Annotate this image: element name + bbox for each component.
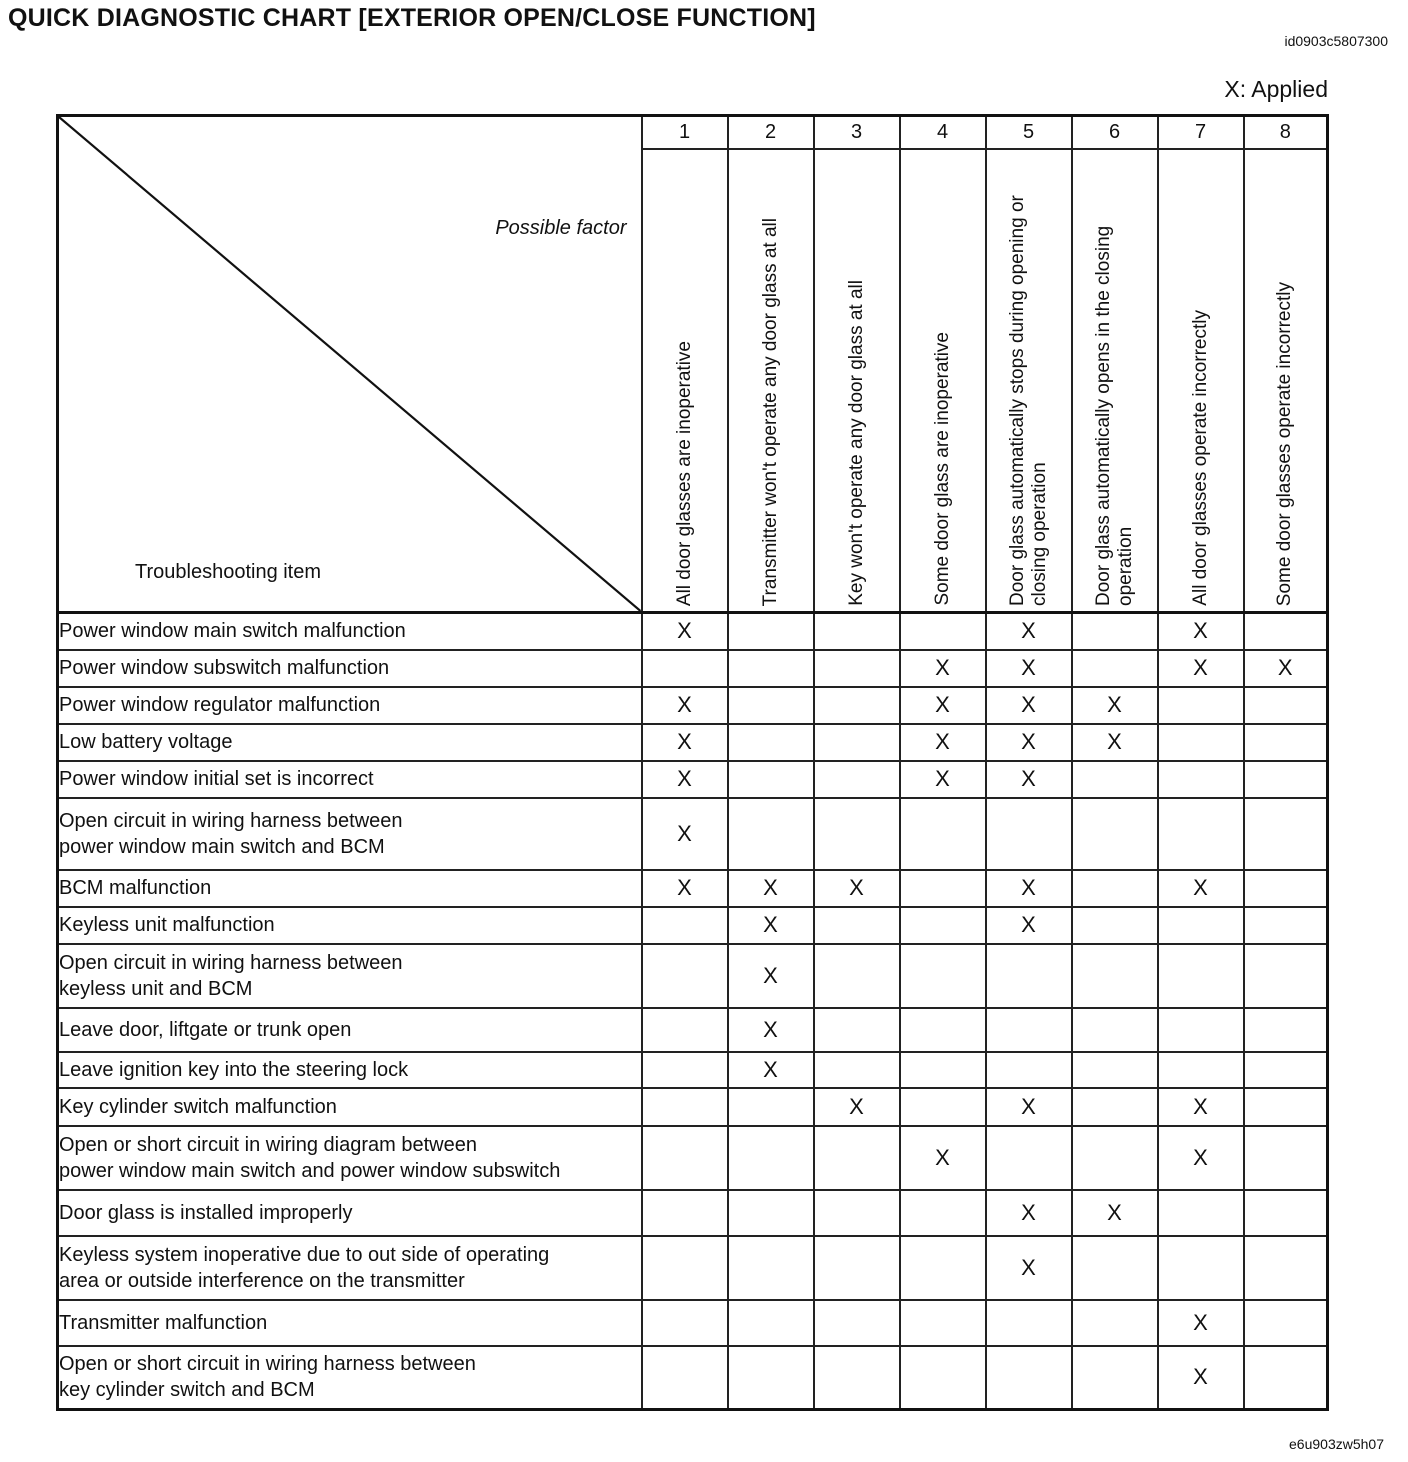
- applied-mark: X: [1021, 692, 1036, 717]
- applied-mark: X: [763, 1056, 778, 1082]
- mark-cell: [986, 761, 1072, 798]
- column-number: 5: [986, 116, 1072, 150]
- mark-cell: [900, 907, 986, 944]
- mark-cell: [642, 761, 728, 798]
- applied-mark: X: [1193, 1093, 1208, 1119]
- troubleshooting-item: Keyless system inoperative due to out side of operating area or outside interference on the transmitter: [58, 1236, 642, 1300]
- applied-mark: X: [935, 1144, 950, 1170]
- applied-mark: X: [1021, 1093, 1036, 1119]
- column-number: 8: [1244, 116, 1328, 150]
- mark-cell: [814, 1052, 900, 1088]
- column-header: [986, 149, 1072, 613]
- diagnostic-table: [56, 114, 1329, 1411]
- applied-mark: X: [1277, 655, 1293, 680]
- applied-mark: X: [763, 962, 778, 988]
- mark-cell: [1244, 1052, 1328, 1088]
- mark-cell: [814, 687, 900, 724]
- mark-cell: [1244, 870, 1328, 907]
- applied-mark: X: [849, 875, 864, 900]
- column-label: Some door glasses operate incorrectly: [1274, 281, 1296, 606]
- mark-cell: [1158, 613, 1244, 650]
- mark-cell: [814, 1236, 900, 1300]
- applied-mark: X: [763, 912, 778, 937]
- column-label: Door glass automatically stops during opening or closing operation: [1006, 195, 1050, 606]
- column-label: Door glass automatically opens in the closing operation: [1092, 225, 1136, 606]
- column-header: [1072, 149, 1158, 613]
- mark-cell: [1244, 1300, 1328, 1346]
- mark-cell: [1158, 1236, 1244, 1300]
- mark-cell: [1158, 650, 1244, 687]
- mark-cell: [900, 1052, 986, 1088]
- table-row: [58, 613, 1328, 650]
- mark-cell: [814, 613, 900, 650]
- column-number-row: [58, 116, 1328, 150]
- mark-cell: [1244, 1236, 1328, 1300]
- applied-mark: X: [1193, 655, 1208, 680]
- column-number: 1: [642, 116, 728, 150]
- mark-cell: [1158, 1346, 1244, 1410]
- mark-cell: [814, 1190, 900, 1236]
- mark-cell: [642, 1300, 728, 1346]
- mark-cell: [814, 761, 900, 798]
- figure-id: e6u903zw5h07: [1289, 1436, 1384, 1452]
- applied-mark: X: [935, 729, 950, 754]
- mark-cell: [642, 1052, 728, 1088]
- column-label: Key won't operate any door glass at all: [845, 280, 867, 606]
- mark-cell: [642, 1236, 728, 1300]
- mark-cell: [1158, 944, 1244, 1008]
- troubleshooting-item: Door glass is installed improperly: [58, 1190, 642, 1236]
- mark-cell: [1072, 687, 1158, 724]
- mark-cell: [728, 613, 814, 650]
- applied-mark: X: [1021, 766, 1036, 791]
- applied-mark: X: [1021, 1254, 1036, 1280]
- document-id: id0903c5807300: [1284, 33, 1388, 49]
- column-header: [900, 149, 986, 613]
- mark-cell: [900, 798, 986, 870]
- mark-cell: [1244, 944, 1328, 1008]
- applied-mark: X: [1021, 618, 1036, 644]
- mark-cell: [1072, 798, 1158, 870]
- mark-cell: [1158, 1126, 1244, 1190]
- troubleshooting-item: Open circuit in wiring harness between keyless unit and BCM: [58, 944, 642, 1008]
- mark-cell: [728, 798, 814, 870]
- table-row: [58, 1008, 1328, 1052]
- column-label: Transmitter won't operate any door glass at all: [759, 217, 781, 606]
- page-title: QUICK DIAGNOSTIC CHART [EXTERIOR OPEN/CLOSE FUNCTION]: [8, 4, 816, 32]
- mark-cell: [642, 613, 728, 650]
- applied-mark: X: [677, 729, 692, 754]
- mark-cell: [986, 1052, 1072, 1088]
- mark-cell: [1158, 1052, 1244, 1088]
- mark-cell: [1244, 687, 1328, 724]
- mark-cell: [728, 687, 814, 724]
- applied-mark: X: [677, 766, 692, 791]
- mark-cell: [728, 724, 814, 761]
- applied-mark: X: [1107, 729, 1122, 754]
- applied-mark: X: [1193, 1309, 1208, 1335]
- troubleshooting-item: Transmitter malfunction: [58, 1300, 642, 1346]
- troubleshooting-item: Keyless unit malfunction: [58, 907, 642, 944]
- mark-cell: [900, 1346, 986, 1410]
- mark-cell: [814, 798, 900, 870]
- column-number: 7: [1158, 116, 1244, 150]
- applied-mark: X: [1021, 912, 1036, 937]
- mark-cell: [814, 944, 900, 1008]
- applied-mark: X: [763, 1016, 778, 1042]
- mark-cell: [814, 907, 900, 944]
- mark-cell: [900, 1008, 986, 1052]
- table-row: [58, 1300, 1328, 1346]
- column-header: [1244, 149, 1328, 613]
- mark-cell: [728, 761, 814, 798]
- troubleshooting-item: Open or short circuit in wiring harness between key cylinder switch and BCM: [58, 1346, 642, 1410]
- mark-cell: [1072, 944, 1158, 1008]
- mark-cell: [900, 650, 986, 687]
- troubleshooting-item-label: Troubleshooting item: [135, 561, 322, 583]
- applied-mark: X: [935, 766, 950, 791]
- applied-mark: X: [1021, 729, 1036, 754]
- mark-cell: [728, 1190, 814, 1236]
- mark-cell: [1158, 1088, 1244, 1126]
- troubleshooting-item: Open circuit in wiring harness between power window main switch and BCM: [58, 798, 642, 870]
- mark-cell: [900, 870, 986, 907]
- mark-cell: [1072, 761, 1158, 798]
- table-row: [58, 724, 1328, 761]
- table-row: [58, 1126, 1328, 1190]
- mark-cell: [1158, 1008, 1244, 1052]
- mark-cell: [642, 687, 728, 724]
- applied-mark: X: [1021, 875, 1036, 900]
- possible-factor-label: Possible factor: [495, 217, 627, 239]
- mark-cell: [900, 1190, 986, 1236]
- column-label: Some door glass are inoperative: [931, 332, 953, 606]
- column-number: 6: [1072, 116, 1158, 150]
- mark-cell: [728, 870, 814, 907]
- table-row: [58, 907, 1328, 944]
- mark-cell: [728, 944, 814, 1008]
- mark-cell: [986, 1300, 1072, 1346]
- mark-cell: [1244, 1088, 1328, 1126]
- mark-cell: [728, 1008, 814, 1052]
- mark-cell: [814, 870, 900, 907]
- column-header: [1158, 149, 1244, 613]
- mark-cell: [814, 650, 900, 687]
- mark-cell: [1244, 650, 1328, 687]
- column-label: All door glasses operate incorrectly: [1189, 310, 1211, 606]
- table-row: [58, 1236, 1328, 1300]
- mark-cell: [642, 1088, 728, 1126]
- column-number: 4: [900, 116, 986, 150]
- mark-cell: [986, 944, 1072, 1008]
- troubleshooting-item: Low battery voltage: [58, 724, 642, 761]
- mark-cell: [1158, 1300, 1244, 1346]
- mark-cell: [900, 1126, 986, 1190]
- mark-cell: [900, 944, 986, 1008]
- mark-cell: [1072, 1008, 1158, 1052]
- mark-cell: [1244, 1126, 1328, 1190]
- column-header: [642, 149, 728, 613]
- mark-cell: [814, 1126, 900, 1190]
- troubleshooting-item: Power window regulator malfunction: [58, 687, 642, 724]
- table-row: [58, 650, 1328, 687]
- mark-cell: [1072, 613, 1158, 650]
- mark-cell: [642, 1126, 728, 1190]
- mark-cell: [1244, 1008, 1328, 1052]
- mark-cell: [986, 1236, 1072, 1300]
- applied-mark: X: [1021, 655, 1036, 680]
- mark-cell: [728, 1300, 814, 1346]
- applied-mark: X: [677, 618, 692, 644]
- mark-cell: [900, 724, 986, 761]
- mark-cell: [1072, 1300, 1158, 1346]
- mark-cell: [728, 1346, 814, 1410]
- mark-cell: [1158, 907, 1244, 944]
- troubleshooting-item: BCM malfunction: [58, 870, 642, 907]
- mark-cell: [1072, 1088, 1158, 1126]
- troubleshooting-item: Leave door, liftgate or trunk open: [58, 1008, 642, 1052]
- mark-cell: [814, 1088, 900, 1126]
- mark-cell: [900, 613, 986, 650]
- mark-cell: [1244, 1190, 1328, 1236]
- mark-cell: [986, 1008, 1072, 1052]
- table-row: [58, 1190, 1328, 1236]
- applied-mark: X: [1107, 692, 1122, 717]
- mark-cell: [642, 798, 728, 870]
- mark-cell: [1244, 1346, 1328, 1410]
- header-corner-cell: [58, 116, 642, 613]
- applied-mark: X: [1193, 875, 1208, 900]
- mark-cell: [986, 613, 1072, 650]
- mark-cell: [1158, 687, 1244, 724]
- mark-cell: [900, 687, 986, 724]
- mark-cell: [986, 687, 1072, 724]
- column-number: 2: [728, 116, 814, 150]
- mark-cell: [986, 1346, 1072, 1410]
- troubleshooting-item: Key cylinder switch malfunction: [58, 1088, 642, 1126]
- troubleshooting-item: Power window main switch malfunction: [58, 613, 642, 650]
- applied-mark: X: [1021, 1199, 1036, 1225]
- applied-mark: X: [935, 692, 950, 717]
- applied-mark: X: [935, 655, 950, 680]
- applied-mark: X: [763, 875, 778, 900]
- table-row: [58, 1052, 1328, 1088]
- mark-cell: [1072, 870, 1158, 907]
- mark-cell: [1158, 798, 1244, 870]
- applied-mark: X: [677, 875, 692, 900]
- mark-cell: [728, 1126, 814, 1190]
- column-header: [814, 149, 900, 613]
- applied-mark: X: [1193, 1364, 1208, 1390]
- mark-cell: [814, 724, 900, 761]
- mark-cell: [642, 1190, 728, 1236]
- mark-cell: [1072, 907, 1158, 944]
- troubleshooting-item: Power window subswitch malfunction: [58, 650, 642, 687]
- table-row: [58, 1088, 1328, 1126]
- mark-cell: [728, 907, 814, 944]
- mark-cell: [728, 650, 814, 687]
- troubleshooting-item: Open or short circuit in wiring diagram between power window main switch and power window subswitch: [58, 1126, 642, 1190]
- mark-cell: [986, 870, 1072, 907]
- column-header: [728, 149, 814, 613]
- mark-cell: [1158, 870, 1244, 907]
- mark-cell: [728, 1088, 814, 1126]
- mark-cell: [1072, 1126, 1158, 1190]
- diagonal-line: [59, 117, 641, 611]
- mark-cell: [1072, 650, 1158, 687]
- mark-cell: [1072, 724, 1158, 761]
- mark-cell: [1244, 798, 1328, 870]
- mark-cell: [1072, 1190, 1158, 1236]
- table-row: [58, 1346, 1328, 1410]
- mark-cell: [642, 724, 728, 761]
- column-label: All door glasses are inoperative: [673, 340, 695, 606]
- applied-mark: X: [677, 692, 692, 717]
- mark-cell: [1244, 613, 1328, 650]
- mark-cell: [642, 907, 728, 944]
- mark-cell: [986, 1126, 1072, 1190]
- mark-cell: [986, 1088, 1072, 1126]
- mark-cell: [1072, 1052, 1158, 1088]
- mark-cell: [1072, 1346, 1158, 1410]
- mark-cell: [986, 1190, 1072, 1236]
- mark-cell: [1244, 907, 1328, 944]
- mark-cell: [728, 1052, 814, 1088]
- troubleshooting-item: Leave ignition key into the steering lock: [58, 1052, 642, 1088]
- mark-cell: [642, 1346, 728, 1410]
- table-body: [58, 613, 1328, 1410]
- table-row: [58, 798, 1328, 870]
- mark-cell: [642, 944, 728, 1008]
- applied-mark: X: [1193, 618, 1208, 644]
- mark-cell: [1244, 724, 1328, 761]
- applied-mark: X: [677, 820, 692, 846]
- mark-cell: [986, 907, 1072, 944]
- mark-cell: [814, 1346, 900, 1410]
- table-row: [58, 761, 1328, 798]
- applied-mark: X: [849, 1093, 864, 1119]
- mark-cell: [814, 1008, 900, 1052]
- mark-cell: [900, 1236, 986, 1300]
- troubleshooting-item: Power window initial set is incorrect: [58, 761, 642, 798]
- mark-cell: [900, 1300, 986, 1346]
- mark-cell: [986, 650, 1072, 687]
- mark-cell: [986, 724, 1072, 761]
- applied-mark: X: [1107, 1199, 1122, 1225]
- applied-mark: X: [1193, 1144, 1208, 1170]
- mark-cell: [814, 1300, 900, 1346]
- mark-cell: [642, 1008, 728, 1052]
- mark-cell: [1158, 724, 1244, 761]
- mark-cell: [1244, 761, 1328, 798]
- table-row: [58, 944, 1328, 1008]
- column-number: 3: [814, 116, 900, 150]
- mark-cell: [1158, 761, 1244, 798]
- mark-cell: [900, 761, 986, 798]
- mark-cell: [1158, 1190, 1244, 1236]
- mark-cell: [900, 1088, 986, 1126]
- mark-cell: [728, 1236, 814, 1300]
- mark-cell: [1072, 1236, 1158, 1300]
- table-row: [58, 687, 1328, 724]
- table-row: [58, 870, 1328, 907]
- legend: X: Applied: [1224, 76, 1328, 102]
- mark-cell: [642, 870, 728, 907]
- mark-cell: [986, 798, 1072, 870]
- mark-cell: [642, 650, 728, 687]
